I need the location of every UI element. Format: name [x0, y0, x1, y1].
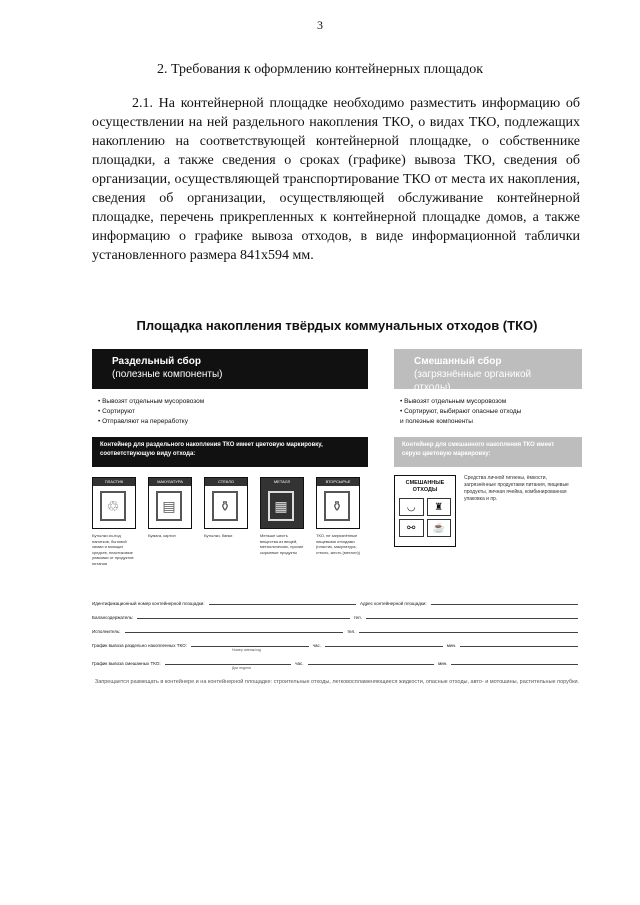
sched-mixed-minutes[interactable] — [451, 658, 578, 665]
sched-sub-label: Дни недели — [232, 666, 251, 670]
mixed-waste-bin — [394, 475, 456, 547]
bullet: • Сортируют, выбирают опасные отходы — [400, 408, 522, 415]
sched-sub-label: Номер смены/ход — [232, 648, 261, 652]
mixed-waste-description: Средства личной гигиены, ёмкости, загрязнённые продуктами питания, пищевые продукты, яичная ячейка, комбинированная упаковка и пр. — [464, 475, 569, 502]
to-label: мин. — [438, 661, 448, 666]
bin-glass — [204, 477, 250, 566]
mixed-collection-column — [394, 349, 582, 566]
sched-mixed-hours[interactable] — [308, 658, 435, 665]
tel-label: тел. — [353, 615, 362, 620]
bottle-icon: ♲ — [100, 491, 126, 521]
poster-title: Площадка накопления твёрдых коммунальных отходов (ТКО) — [136, 318, 538, 333]
mixed-collection-subtitle: (загрязнённые органикой отходы) — [414, 369, 532, 393]
ident-field[interactable] — [209, 598, 356, 605]
page-number: 3 — [317, 18, 323, 32]
bin-label: МЕТАЛЛ — [261, 478, 303, 486]
chess-piece-icon: ♜ — [427, 498, 452, 516]
diaper-icon: ◡ — [399, 498, 424, 516]
tel-label: тел. — [347, 629, 356, 634]
bin-caption: Бутылки из-под напитков, бытовой химии и моющих средств, пластиковые упаковки от продуктов питания — [92, 533, 134, 566]
bin-label: ПЛАСТИК — [93, 478, 135, 486]
bullet: • Вывозят отдельным мусоровозом — [400, 398, 507, 405]
separate-collection-subtitle: (полезные компоненты) — [112, 369, 223, 380]
bin-caption: Меньше шесть вещества из вещей, металлических, прочие сырьевые продукты — [260, 533, 304, 555]
owner-field[interactable] — [137, 612, 349, 619]
bullet: и полезные компоненты — [400, 418, 473, 425]
bullet: • Вывозят отдельным мусоровозом — [98, 398, 205, 405]
cup-icon: ☕ — [427, 519, 452, 537]
mixed-bullets — [400, 397, 582, 427]
bins-row — [92, 477, 368, 566]
bin-caption: ТКО, не загрязнённые пищевыми отходами (пластик, макулатура, стекло, жесть (металл)) — [316, 533, 361, 555]
bin-label: ВТОРСЫРЬЕ — [317, 478, 359, 486]
tko-poster — [92, 318, 582, 686]
sched-separate-minutes[interactable] — [460, 640, 578, 647]
executor-field[interactable] — [125, 626, 344, 633]
section-heading: 2. Требования к оформлению контейнерных площадок — [157, 62, 483, 77]
bin-label: МАКУЛАТУРА — [149, 478, 191, 486]
bullet: • Отправляют на переработку — [98, 418, 188, 425]
paper-icon: ▤ — [156, 491, 182, 521]
bin-caption: Бутылки, банки — [204, 533, 233, 538]
sched-mixed-label: График вывоза смешанных ТКО: — [92, 661, 161, 666]
paragraph-2-1: 2.1. На контейнерной площадке необходимо разместить информацию об осуществлении на ней раздельного накопления ТКО, о видах ТКО, подлежащих накоплению на соответствующей контейнерной площадке, о собственнике площадки, а также сведения о сроках (графике) вывоза ТКО, сведения об организации, осуществляющей транспортирование ТКО от места их накопления, сведения об организации, осуществляющей обслуживание контейнерной площадке, перечень прикрепленных к контейнерной площадке домов, а также информацию о графике вывоза отходов, в виде информационной таблички установленного размера 841х594 мм. — [92, 96, 580, 263]
bin-metal — [260, 477, 306, 566]
mixed-bin-title: СМЕШАННЫЕ ОТХОДЫ — [405, 480, 445, 493]
to-label: мин. — [446, 643, 457, 648]
bin-plastic — [92, 477, 138, 566]
bin-paper — [148, 477, 194, 566]
owner-label: Балансодержатель: — [92, 615, 134, 620]
bin-recyclables — [316, 477, 362, 566]
bin-caption: Бумага, картон — [148, 533, 176, 538]
can-icon: ▦ — [268, 491, 294, 521]
sched-separate-field[interactable] — [191, 640, 309, 647]
mixed-banner: Контейнер для смешанного накопления ТКО имеет серую цветовую маркировку: — [394, 437, 582, 467]
separate-collection-title: Раздельный сбор — [112, 356, 201, 367]
mixed-collection-header — [394, 349, 582, 393]
from-label: час. — [295, 661, 304, 666]
info-form — [92, 592, 582, 686]
mixed-collection-title: Смешанный сбор — [414, 356, 502, 367]
mixed-bin-row — [394, 475, 582, 547]
bone-icon: ⚯ — [399, 519, 424, 537]
bullet: • Сортируют — [98, 408, 135, 415]
address-label: Адрес контейнерной площадки: — [360, 601, 427, 606]
bin-label: СТЕКЛО — [205, 478, 247, 486]
separate-banner: Контейнер для раздельного накопления ТКО имеет цветовую маркировку, соответствующую виду отхода: — [92, 437, 368, 467]
executor-tel-field[interactable] — [359, 626, 578, 633]
separate-bullets — [98, 397, 368, 427]
sched-separate-label: График вывоза раздельно накопленных ТКО: — [92, 643, 187, 648]
mixed-recyclables-icon: ⚱ — [324, 491, 350, 521]
ident-label: Идентификационный номер контейнерной площадки: — [92, 601, 205, 606]
executor-label: Исполнитель: — [92, 629, 121, 634]
separate-collection-column — [92, 349, 368, 566]
separate-collection-header — [92, 349, 368, 389]
sched-mixed-field[interactable] — [165, 658, 292, 665]
owner-tel-field[interactable] — [366, 612, 578, 619]
from-label: час. — [312, 643, 322, 648]
sched-separate-hours[interactable] — [325, 640, 443, 647]
address-field[interactable] — [431, 598, 578, 605]
glass-icon: ⚱ — [212, 491, 238, 521]
prohibition-notice: Запрещается размещать в контейнере и на контейнерной площадке: строительные отходы, легковоспламеняющиеся жидкости, опасные отходы, авто- и мотошины, растительные порубки. — [94, 679, 580, 685]
